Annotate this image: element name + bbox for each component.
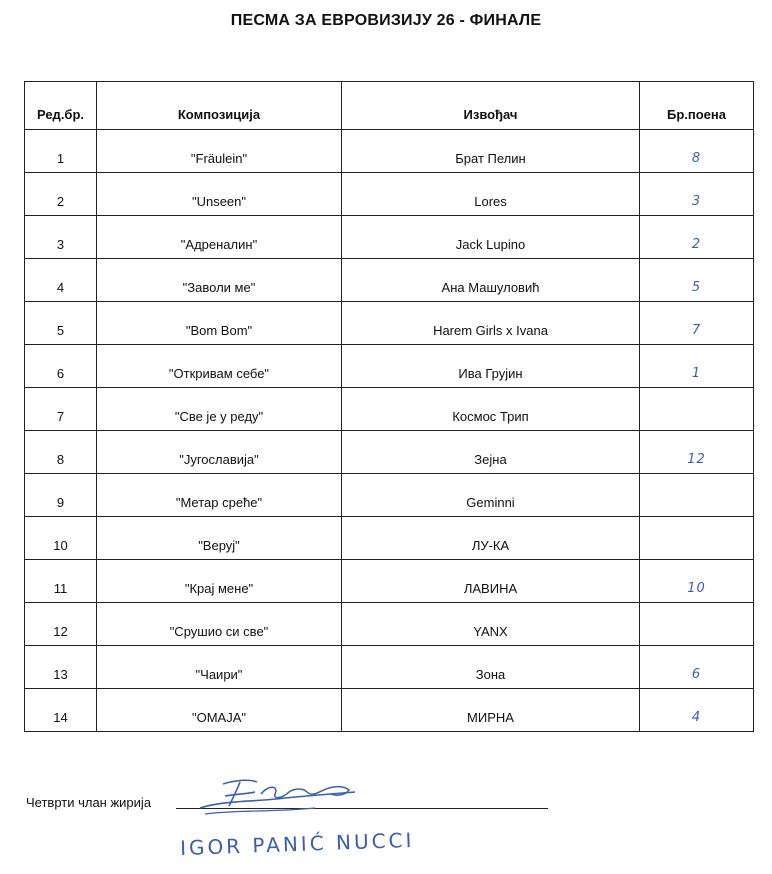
table-row [25, 560, 754, 603]
page-title: ПЕСМА ЗА ЕВРОВИЗИЈУ 26 - ФИНАЛЕ [230, 12, 542, 29]
table-row [25, 388, 754, 431]
points-value: 7 [640, 302, 754, 345]
song-title: "Fräulein" [97, 130, 342, 173]
song-title: "ОМАЈА" [97, 689, 342, 732]
song-title: "Крај мене" [97, 560, 342, 603]
header-points: Бр.поена [640, 82, 754, 130]
points-value [640, 603, 754, 646]
points-value [640, 517, 754, 560]
points-value: 12 [640, 431, 754, 474]
points-value: 8 [640, 130, 754, 173]
points-value: 1 [640, 345, 754, 388]
header-artist: Извођач [342, 82, 640, 130]
row-number: 8 [25, 431, 97, 474]
song-title: "Адреналин" [97, 216, 342, 259]
artist-name: Космос Трип [342, 388, 640, 431]
table-row [25, 130, 754, 173]
table-row [25, 517, 754, 560]
table-row [25, 302, 754, 345]
artist-name: ЛУ-КА [342, 517, 640, 560]
row-number: 3 [25, 216, 97, 259]
table-row [25, 431, 754, 474]
artist-name: Ива Грујин [342, 345, 640, 388]
row-number: 9 [25, 474, 97, 517]
header-number: Ред.бр. [25, 82, 97, 130]
points-value [640, 474, 754, 517]
artist-name: Ана Машуловић [342, 259, 640, 302]
table-row [25, 474, 754, 517]
handwritten-name: IGOR PANIĆ NUCCI [179, 827, 415, 861]
song-title: "Bom Bom" [97, 302, 342, 345]
table-header-row [25, 82, 754, 130]
row-number: 2 [25, 173, 97, 216]
row-number: 4 [25, 259, 97, 302]
points-value [640, 388, 754, 431]
table-row [25, 689, 754, 732]
table-row [25, 603, 754, 646]
song-title: "Веруј" [97, 517, 342, 560]
artist-name: Geminni [342, 474, 640, 517]
signature-label: Четврти члан жирија [26, 795, 152, 810]
row-number: 10 [25, 517, 97, 560]
row-number: 5 [25, 302, 97, 345]
artist-name: Jack Lupino [342, 216, 640, 259]
row-number: 1 [25, 130, 97, 173]
row-number: 11 [25, 560, 97, 603]
row-number: 14 [25, 689, 97, 732]
song-title: "Заволи ме" [97, 259, 342, 302]
table-body [25, 130, 754, 732]
artist-name: YANX [342, 603, 640, 646]
song-title: "Чаири" [97, 646, 342, 689]
artist-name: Брат Пелин [342, 130, 640, 173]
row-number: 12 [25, 603, 97, 646]
header-song: Композиција [97, 82, 342, 130]
table-row [25, 216, 754, 259]
song-title: "Све је у реду" [97, 388, 342, 431]
voting-table [24, 81, 754, 732]
signature-scribble [195, 770, 365, 818]
row-number: 7 [25, 388, 97, 431]
artist-name: МИРНА [342, 689, 640, 732]
song-title: "Unseen" [97, 173, 342, 216]
row-number: 13 [25, 646, 97, 689]
row-number: 6 [25, 345, 97, 388]
artist-name: ЛАВИНА [342, 560, 640, 603]
table-row [25, 345, 754, 388]
table-row [25, 259, 754, 302]
artist-name: Harem Girls x Ivana [342, 302, 640, 345]
points-value: 6 [640, 646, 754, 689]
table-row [25, 646, 754, 689]
points-value: 2 [640, 216, 754, 259]
song-title: "Метар среће" [97, 474, 342, 517]
artist-name: Lores [342, 173, 640, 216]
points-value: 4 [640, 689, 754, 732]
points-value: 5 [640, 259, 754, 302]
song-title: "Откривам себе" [97, 345, 342, 388]
table-row [25, 173, 754, 216]
points-value: 3 [640, 173, 754, 216]
points-value: 10 [640, 560, 754, 603]
artist-name: Зона [342, 646, 640, 689]
song-title: "Југославија" [97, 431, 342, 474]
artist-name: Зејна [342, 431, 640, 474]
song-title: "Срушио си све" [97, 603, 342, 646]
